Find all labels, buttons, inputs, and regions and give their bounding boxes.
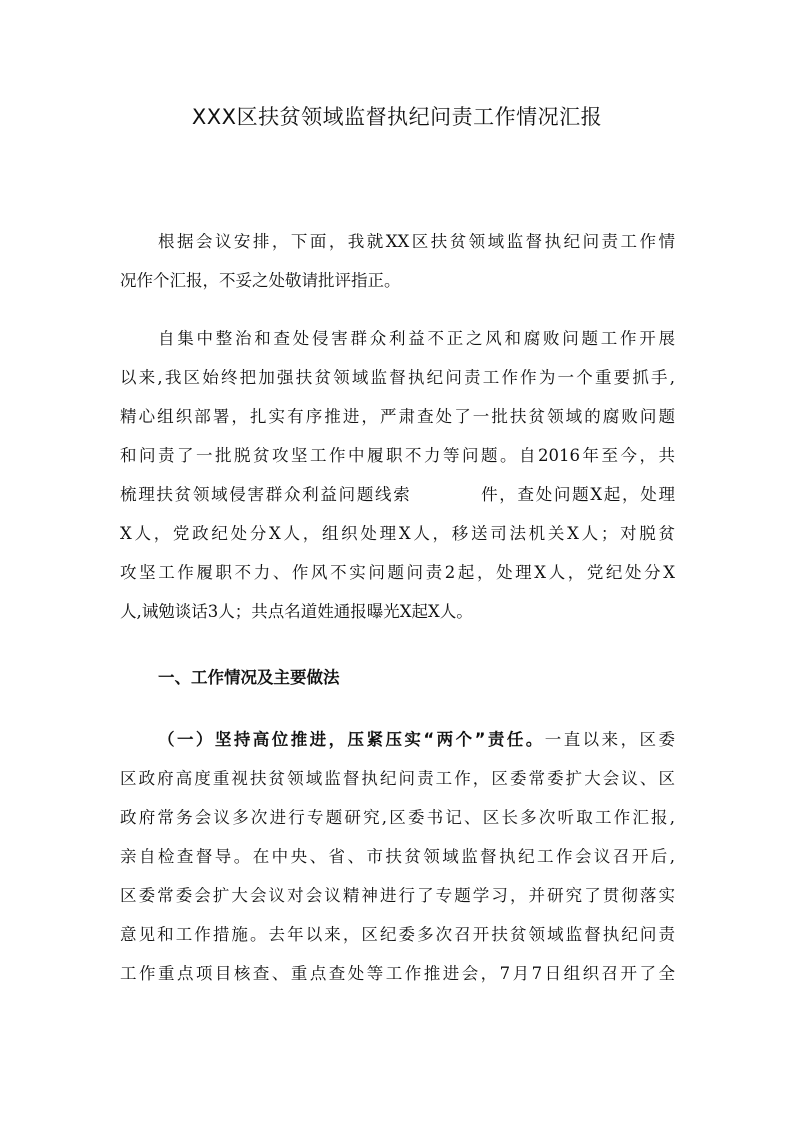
summary-line: 和问责了一批脱贫攻坚工作中履职不力等问题。自2016年至今，共 [120,446,675,465]
subsection-lead-text: 一直以来，区委 [544,730,675,749]
summary-line: X人，党政纪处分X人，组织处理X人，移送司法机关X人；对脱贫 [120,524,675,543]
subsection-first-line [158,729,675,751]
subsection-line: 工作重点项目核查、重点查处等工作推进会，7月7日组织召开了全 [120,964,675,983]
summary-line: 以来,我区始终把加强扶贫领域监督执纪问责工作作为一个重要抓手, [120,368,675,387]
subsection-line: 意见和工作措施。去年以来，区纪委多次召开扶贫领域监督执纪问责 [120,925,675,944]
summary-line: 人,诫勉谈话3人；共点名道姓通报曝光X起X人。 [120,602,473,621]
summary-line: 攻坚工作履职不力、作风不实问题问责2起，处理X人，党纪处分X [120,563,675,582]
subsection-line: 亲自检查督导。在中央、省、市扶贫领域监督执纪工作会议召开后, [120,847,675,866]
subsection-line: 政府常务会议多次进行专题研究,区委书记、区长多次听取工作汇报, [120,808,675,827]
summary-line: 自集中整治和查处侵害群众利益不正之风和腐败问题工作开展 [158,329,675,348]
intro-line: 根据会议安排，下面，我就XX区扶贫领域监督执纪问责工作情 [158,232,675,251]
section-heading: 一、工作情况及主要做法 [158,668,340,687]
summary-line: 精心组织部署，扎实有序推进，严肃查处了一批扶贫领域的腐败问题 [120,407,675,426]
subsection-line: 区政府高度重视扶贫领域监督执纪问责工作，区委常委扩大会议、区 [120,769,675,788]
document-title: XXX区扶贫领域监督执纪问责工作情况汇报 [191,105,603,129]
subsection-heading: （一）坚持高位推进，压紧压实“两个”责任。 [158,730,545,749]
summary-line: 梳理扶贫领域侵害群众利益问题线索 件，查处问题X起，处理 [120,485,675,504]
intro-line: 况作个汇报，不妥之处敬请批评指正。 [120,271,401,290]
subsection-line: 区委常委会扩大会议对会议精神进行了专题学习，并研究了贯彻落实 [120,886,675,905]
